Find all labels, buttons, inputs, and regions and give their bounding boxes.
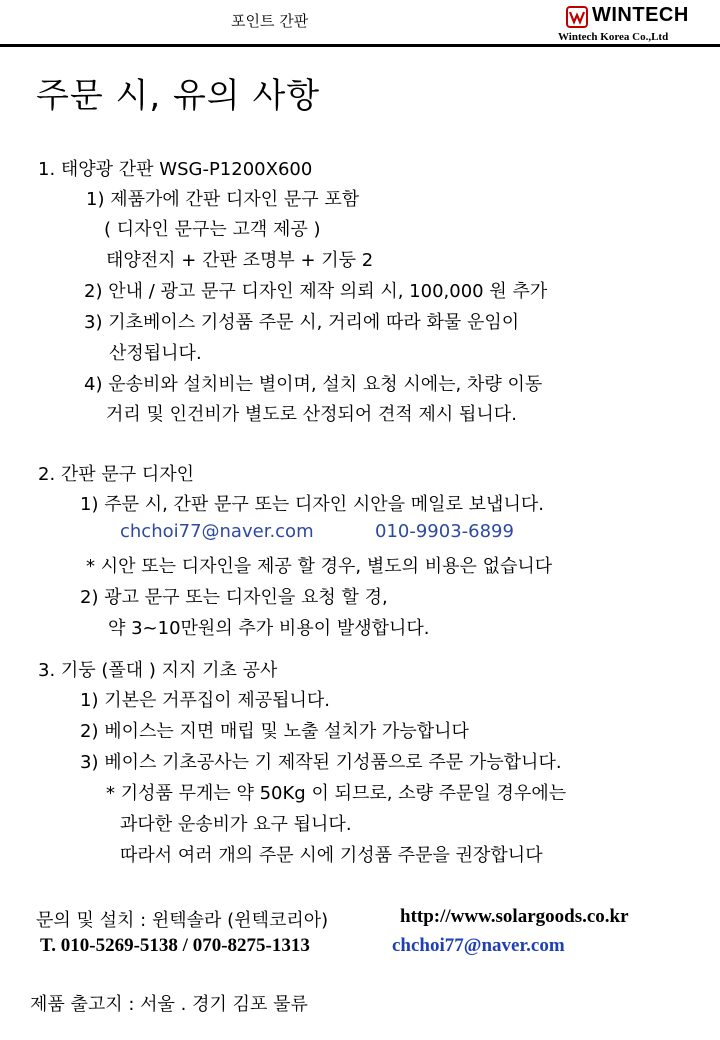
header-divider — [0, 44, 720, 47]
section3-note: * 기성품 무게는 약 50Kg 이 되므로, 소량 주문일 경우에는 — [106, 783, 567, 804]
section2-line: 1) 주문 시, 간판 문구 또는 디자인 시안을 메일로 보냅니다. — [80, 494, 544, 515]
section1-line: 산정됩니다. — [109, 343, 202, 364]
section2-heading: 2. 간판 문구 디자인 — [38, 464, 195, 485]
section3-heading: 3. 기둥 (폴대 ) 지지 기초 공사 — [38, 660, 278, 681]
document-label: 포인트 간판 — [231, 12, 309, 30]
brand-name: WINTECH — [592, 4, 689, 26]
section3-line: 1) 기본은 거푸집이 제공됩니다. — [80, 690, 331, 711]
contact-label: 문의 및 설치 : 윈텍솔라 (윈텍코리아) — [36, 910, 329, 931]
website-link[interactable]: http://www.solargoods.co.kr — [400, 906, 629, 927]
design-phone: 010-9903-6899 — [375, 521, 514, 542]
contact-phone: T. 010-5269-5138 / 070-8275-1313 — [40, 935, 310, 956]
design-email-link[interactable]: chchoi77@naver.com — [120, 521, 314, 542]
contact-email-link[interactable]: chchoi77@naver.com — [392, 935, 565, 956]
section2-line: 약 3~10만원의 추가 비용이 발생합니다. — [108, 618, 430, 639]
page-title: 주문 시, 유의 사항 — [36, 76, 321, 116]
section1-line: 거리 및 인건비가 별도로 산정되어 견적 제시 됩니다. — [106, 404, 517, 425]
section3-line: 과다한 운송비가 요구 됩니다. — [120, 814, 352, 835]
section3-line: 따라서 여러 개의 주문 시에 기성품 주문을 권장합니다 — [120, 845, 543, 866]
section3-line: 3) 베이스 기초공사는 기 제작된 기성품으로 주문 가능합니다. — [80, 752, 562, 773]
section1-line: 1) 제품가에 간판 디자인 문구 포함 — [86, 189, 360, 210]
shipping-origin: 제품 출고지 : 서울 . 경기 김포 물류 — [30, 994, 308, 1015]
brand-logo — [558, 4, 716, 44]
section1-line: 4) 운송비와 설치비는 별이며, 설치 요청 시에는, 차량 이동 — [84, 374, 543, 395]
section2-note: * 시안 또는 디자인을 제공 할 경우, 별도의 비용은 없습니다 — [86, 556, 553, 577]
section1-line: 3) 기초베이스 기성품 주문 시, 거리에 따라 화물 운임이 — [84, 312, 520, 333]
section1-heading: 1. 태양광 간판 WSG-P1200X600 — [38, 159, 313, 180]
section1-line: 태양전지 + 간판 조명부 + 기둥 2 — [106, 250, 374, 271]
section1-line: ( 디자인 문구는 고객 제공 ) — [104, 219, 321, 240]
section2-line: 2) 광고 문구 또는 디자인을 요청 할 경, — [80, 587, 388, 608]
section1-line: 2) 안내 / 광고 문구 디자인 제작 의뢰 시, 100,000 원 추가 — [84, 281, 548, 302]
brand-subtitle: Wintech Korea Co.,Ltd — [558, 31, 669, 43]
section3-line: 2) 베이스는 지면 매립 및 노출 설치가 가능합니다 — [80, 721, 469, 742]
wintech-logo-icon — [566, 6, 588, 28]
